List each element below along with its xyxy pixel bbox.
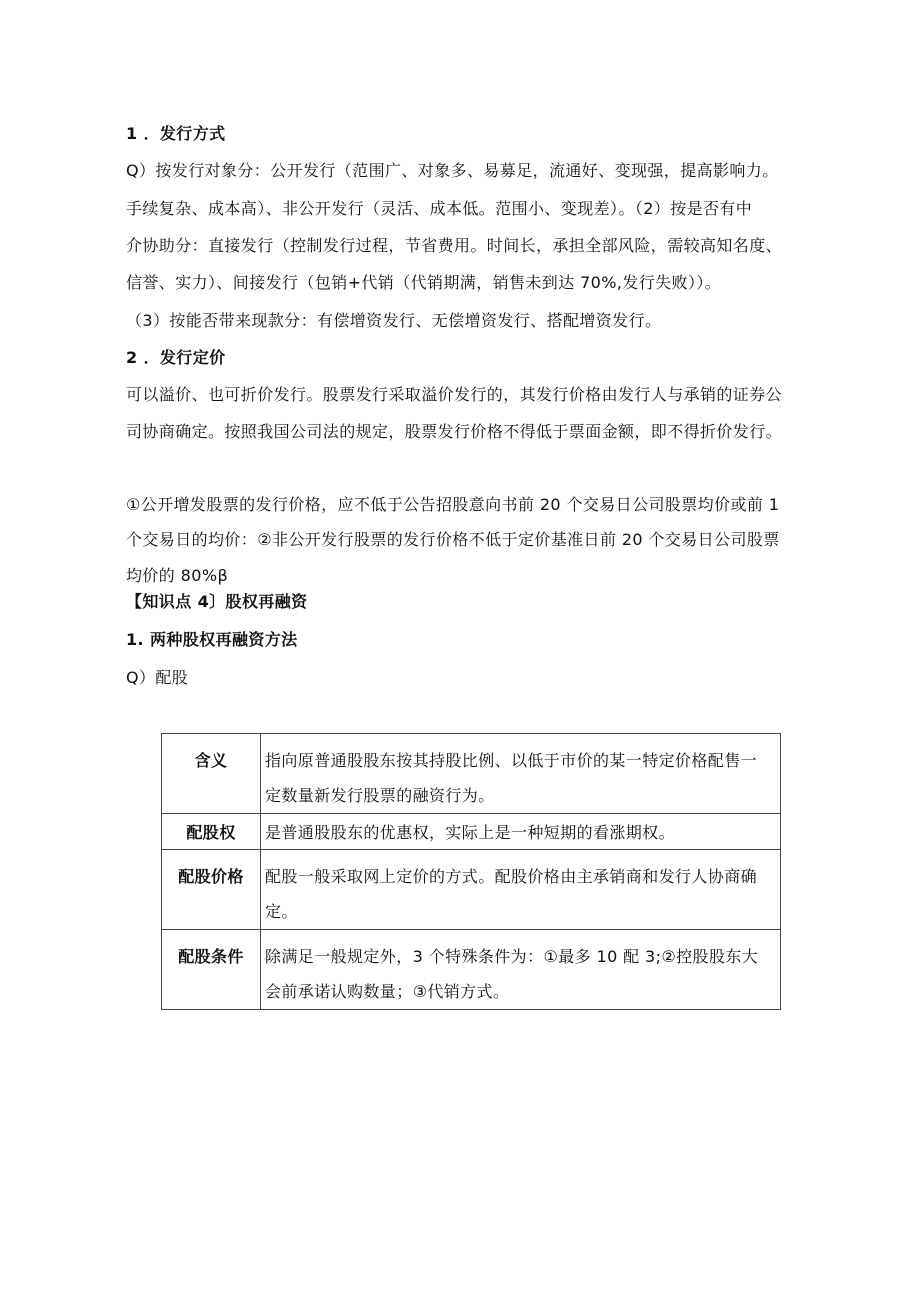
knowledge-point-subheading: 1. 两种股权再融资方法 [126,630,298,649]
table-row [162,850,781,930]
table-row-value-line: 除满足一般规定外，3 个特殊条件为：①最多 10 配 3;②控股股东大 [265,947,759,966]
section-1-line: Q）按发行对象分：公开发行（范围广、对象多、易募足，流通好、变现强，提高影响力。 [126,161,779,180]
table-row [162,814,781,850]
section-1-line: （3）按能否带来现款分：有偿增资发行、无偿增资发行、搭配增资发行。 [126,311,662,330]
table-row-key: 配股权 [162,814,261,850]
table-row-value-line: 会前承诺认购数量；③代销方式。 [265,982,510,1001]
section-1-line: 信誉、实力）、间接发行（包销+代销（代销期满，销售未到达 70%,发行失败））。 [126,273,722,292]
table-row-value-line: 指向原普通股股东按其持股比例、以低于市价的某一特定价格配售一 [265,751,758,770]
table-row-value-line: 定。 [265,902,298,921]
table-row-value [261,850,781,930]
rights-issue-table [161,733,781,1010]
table-row-value [261,734,781,814]
table-row [162,930,781,1010]
table-row-key: 含义 [162,734,261,814]
pricing-rule-line: ①公开增发股票的发行价格，应不低于公告招股意向书前 20 个交易日公司股票均价或前 1 [126,495,780,514]
section-1-line: 手续复杂、成本高）、非公开发行（灵活、成本低。范围小、变现差）。（2）按是否有中 [126,199,753,218]
table-row [162,734,781,814]
table-row-value [261,814,781,850]
table-row-value-line: 是普通股股东的优惠权，实际上是一种短期的看涨期权。 [265,823,676,842]
table-row-value-line: 配股一般采取网上定价的方式。配股价格由主承销商和发行人协商确 [265,867,758,886]
table-row-key: 配股条件 [162,930,261,1010]
section-1-line: 介协助分：直接发行（控制发行过程，节省费用。时间长，承担全部风险，需较高知名度、 [126,236,783,255]
pricing-rule-line: 个交易日的均价：②非公开发行股票的发行价格不低于定价基准日前 20 个交易日公司股票 [126,530,780,549]
section-2-line: 可以溢价、也可折价发行。股票发行采取溢价发行的，其发行价格由发行人与承销的证券公 [126,385,783,404]
knowledge-point-title: 【知识点 4〕股权再融资 [126,592,308,611]
table-row-value [261,930,781,1010]
table-row-key: 配股价格 [162,850,261,930]
section-2-heading: 2 ．发行定价 [126,348,226,367]
pricing-rule-line: 均价的 80%β [126,566,229,585]
section-1-heading: 1 ．发行方式 [126,124,226,143]
table-row-value-line: 定数量新发行股票的融资行为。 [265,786,495,805]
section-2-line: 司协商确定。按照我国公司法的规定，股票发行价格不得低于票面金额，即不得折价发行。 [126,422,783,441]
rights-issue-item: Q）配股 [126,668,189,687]
